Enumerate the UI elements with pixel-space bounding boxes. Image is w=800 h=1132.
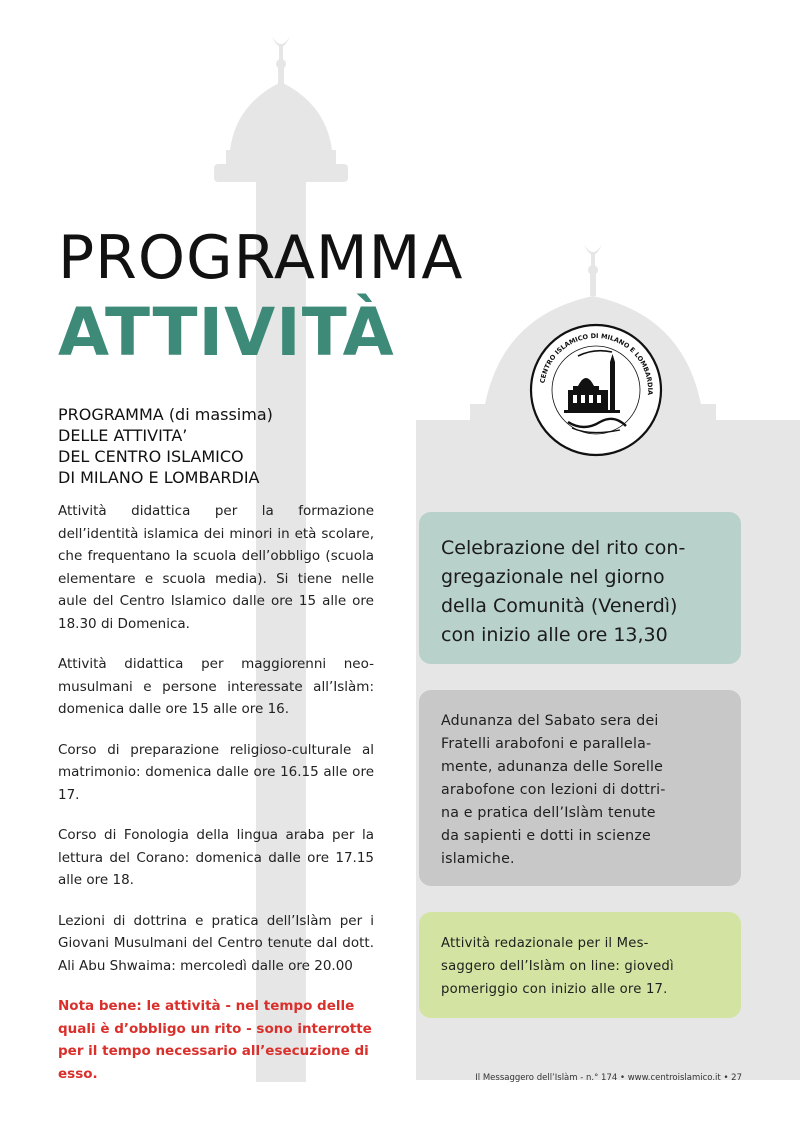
box-line: da sapienti e dotti in scienze bbox=[441, 828, 651, 844]
editorial-activity-box bbox=[419, 912, 741, 1018]
saturday-gathering-box bbox=[419, 690, 741, 886]
footer-separator: • bbox=[723, 1073, 729, 1083]
centro-islamico-seal-logo bbox=[528, 322, 664, 458]
subtitle-line: DI MILANO E LOMBARDIA bbox=[58, 468, 260, 487]
box-line: gregazionale nel giorno bbox=[441, 566, 665, 588]
box-line: pomeriggio con inizio alle ore 17. bbox=[441, 982, 668, 997]
activity-paragraph: Attività didattica per la formazione dell’identità islamica dei minori in età scolare, che frequentano la scuola dell’obbligo (scuola elementare e scuola media). Si tiene nelle aule del Centro Islamico dalle ore 15 alle ore 18.30 di Domenica. bbox=[58, 503, 374, 632]
activity-paragraph: Lezioni di dottrina e pratica dell’Islàm per i Giovani Musulmani del Centro tenute dal dott. Ali Abu Shwaima: mercoledì dalle ore 20.00 bbox=[58, 912, 374, 974]
page-title-line-1: PROGRAMMA bbox=[58, 223, 464, 293]
friday-prayer-box bbox=[419, 512, 741, 664]
box-line: Fratelli arabofoni e parallela- bbox=[441, 736, 652, 752]
activities-list bbox=[58, 500, 374, 1103]
subtitle-line: DELLE ATTIVITA’ bbox=[58, 426, 188, 445]
box-line: della Comunità (Venerdì) bbox=[441, 595, 678, 617]
box-line: Attività redazionale per il Mes- bbox=[441, 936, 649, 951]
subtitle-line: DEL CENTRO ISLAMICO bbox=[58, 447, 244, 466]
footer-website: www.centroislamico.it bbox=[627, 1073, 721, 1083]
box-line: Celebrazione del rito con- bbox=[441, 537, 686, 559]
box-line: saggero dell’Islàm on line: giovedì bbox=[441, 959, 674, 974]
box-line: mente, adunanza delle Sorelle bbox=[441, 759, 664, 775]
subtitle-line: PROGRAMMA (di massima) bbox=[58, 405, 273, 424]
activity-paragraph: Corso di preparazione religioso-culturale al matrimonio: domenica dalle ore 16.15 alle ore 17. bbox=[58, 741, 374, 803]
activity-paragraph: Attività didattica per maggiorenni neo-musulmani e persone interessate all’Islàm: domenica dalle ore 15 alle ore 16. bbox=[58, 656, 374, 717]
box-line: Adunanza del Sabato sera dei bbox=[441, 713, 659, 729]
section-subtitle bbox=[58, 404, 388, 488]
footer-publication: Il Messaggero dell’Islàm - n.° 174 bbox=[475, 1073, 618, 1083]
box-line: con inizio alle ore 13,30 bbox=[441, 624, 668, 646]
box-line: arabofone con lezioni di dottri- bbox=[441, 782, 666, 798]
footer-separator: • bbox=[620, 1073, 626, 1083]
box-line: islamiche. bbox=[441, 851, 515, 867]
page-footer bbox=[475, 1073, 742, 1083]
page-title-line-2: ATTIVITÀ bbox=[58, 294, 395, 371]
seal-ring-text: CENTRO ISLAMICO DI MILANO E LOMBARDIA bbox=[538, 331, 655, 396]
page-number: 27 bbox=[731, 1073, 742, 1083]
activity-paragraph: Corso di Fonologia della lingua araba per la lettura del Corano: domenica dalle ore 17.15 alle ore 18. bbox=[58, 827, 374, 888]
important-note: Nota bene: le attività - nel tempo delle quali è d’obbligo un rito - sono interrotte per il tempo necessario all’esecuzione di esso. bbox=[58, 998, 372, 1082]
box-line: na e pratica dell’Islàm tenute bbox=[441, 805, 656, 821]
